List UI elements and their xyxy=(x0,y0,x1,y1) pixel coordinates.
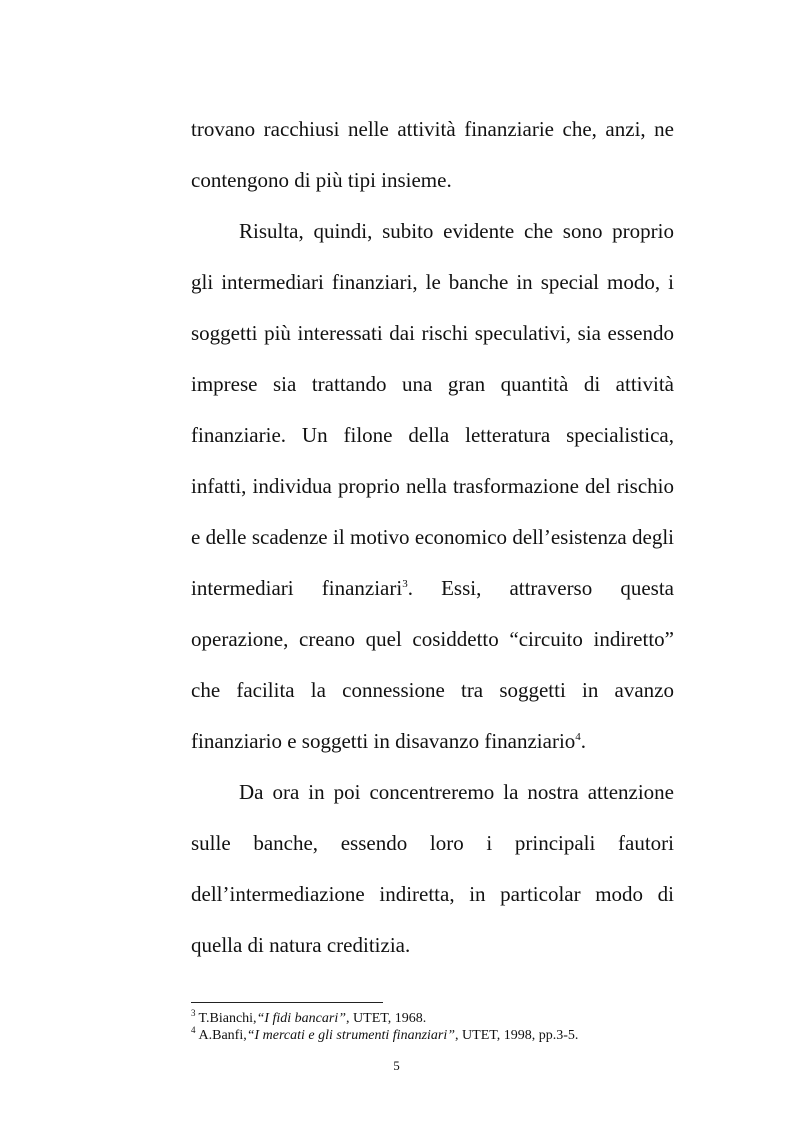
page-number: 5 xyxy=(393,1058,400,1073)
paragraph-text: . xyxy=(580,729,587,753)
footnote-rest: , UTET, 1998, pp.3-5. xyxy=(455,1028,579,1043)
footnote-title: “I fidi bancari” xyxy=(256,1011,347,1026)
paragraph-text: Risulta, quindi, subito evidente che sono proprio gli intermediari finanziari, le banche in special modo, i soggetti più interessati dai rischi speculativi, sia essendo imprese sia trattando una gran quantità di attività finanziarie. Un filone della letteratura specialistica, infatti, individua proprio nella trasformazione del rischio e delle scadenze il motivo economico dell’esistenza degli intermediari finanziari xyxy=(191,219,674,600)
footnote-number: 3 xyxy=(191,1008,196,1019)
paragraph-text: trovano racchiusi nelle attività finanziarie che, anzi, ne contengono di più tipi insieme. xyxy=(191,117,674,192)
paragraph-banche xyxy=(191,767,674,971)
footnotes xyxy=(191,1010,711,1044)
paragraph-text: Da ora in poi concentreremo la nostra attenzione sulle banche, essendo loro i principali fautori dell’intermediazione indiretta, in particolar modo di quella di natura creditizia. xyxy=(191,780,674,957)
footnote-rest: , UTET, 1968. xyxy=(346,1011,427,1026)
footnote-number: 4 xyxy=(191,1025,196,1036)
footnote-separator xyxy=(191,1002,383,1003)
footnote-reference-3: 3 xyxy=(402,578,408,590)
paragraph-intermediari xyxy=(191,206,674,767)
footnote-reference-4: 4 xyxy=(575,731,581,743)
footnote-author: T.Bianchi, xyxy=(198,1011,257,1026)
paragraph-text: . Essi, attraverso questa operazione, creano quel cosiddetto “circuito indiretto” che facilita la connessione tra soggetti in avanzo finanziario e soggetti in disavanzo finanziario xyxy=(191,576,674,753)
body-text xyxy=(191,104,674,971)
footnote-author: A.Banfi, xyxy=(198,1028,247,1043)
footnote-4 xyxy=(191,1027,711,1044)
footnote-3 xyxy=(191,1010,711,1027)
paragraph-continuation xyxy=(191,104,674,206)
footnote-title: “I mercati e gli strumenti finanziari” xyxy=(246,1028,456,1043)
